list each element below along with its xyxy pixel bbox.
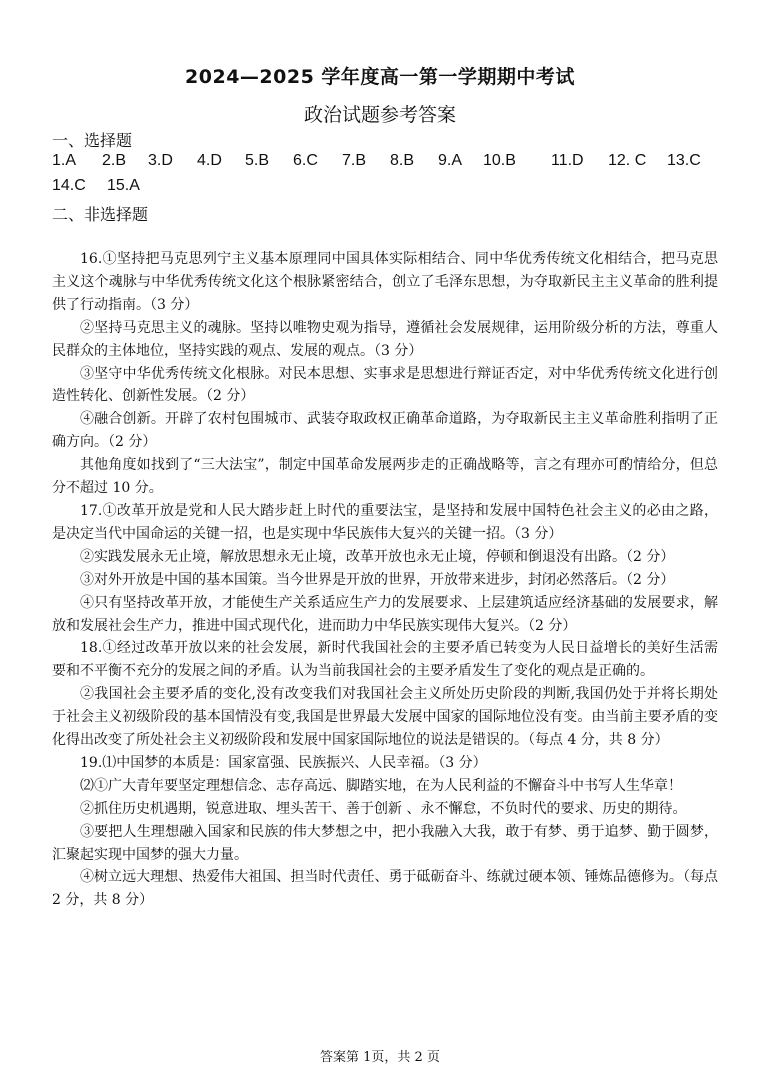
answer-paragraph: ④只有坚持改革开放，才能使生产关系适应生产力的发展要求、上层建筑适应经济基础的发展要求，解放和发展社会生产力，推进中国式现代化，进而助力中华民族实现伟大复兴。（2 分） <box>52 594 718 634</box>
exam-title: 2024—2025 学年度高一第一学期期中考试 <box>185 66 575 88</box>
exam-subtitle: 政治试题参考答案 <box>303 104 456 126</box>
answer-item: 6.C <box>293 152 318 169</box>
answer-paragraph: ⑵①广大青年要坚定理想信念、志存高远、脚踏实地，在为人民利益的不懈奋斗中书写人生华章！ <box>80 777 682 794</box>
answer-paragraph: ②实践发展永无止境，解放思想永无止境，改革开放也永无止境，停顿和倒退没有出路。（2 分） <box>80 548 675 565</box>
answer-item: 14.C <box>52 177 86 194</box>
answer-item: 3.D <box>148 152 173 169</box>
answer-item: 2.B <box>102 152 127 169</box>
answer-body <box>52 248 718 912</box>
answer-paragraph: ③要把人生理想融入国家和民族的伟大梦想之中，把小我融入大我，敢于有梦、勇于追梦、勤于圆梦，汇聚起实现中国梦的强大力量。 <box>52 823 718 863</box>
answer-item: 7.B <box>342 152 367 169</box>
page-footer: 答案第 1页，共 2 页 <box>320 1050 440 1065</box>
answer-paragraph: ③对外开放是中国的基本国策。当今世界是开放的世界，开放带来进步，封闭必然落后。（2 分） <box>80 571 675 588</box>
section-nonchoice-heading: 二、非选择题 <box>52 205 149 224</box>
answer-item: 11.D <box>551 152 584 169</box>
answer-paragraph: 16.①坚持把马克思列宁主义基本原理同中国具体实际相结合、同中华优秀传统文化相结合，把马克思主义这个魂脉与中华优秀传统文化这个根脉紧密结合，创立了毛泽东思想，为夺取新民主主义革命的胜利提供了行动指南。（3 分） <box>52 251 718 313</box>
answer-item: 10.B <box>483 152 516 169</box>
answer-paragraph: 18.①经过改革开放以来的社会发展，新时代我国社会的主要矛盾已转变为人民日益增长的美好生活需要和不平衡不充分的发展之间的矛盾。认为当前我国社会的主要矛盾发生了变化的观点是正确的。 <box>52 640 718 680</box>
section-choice-heading: 一、选择题 <box>52 131 133 150</box>
answer-item: 9.A <box>438 152 463 169</box>
answer-paragraph: ④树立远大理想、热爱伟大祖国、担当时代责任、勇于砥砺奋斗、练就过硬本领、锤炼品德修为。（每点 2 分，共 8 分） <box>52 869 718 909</box>
answer-paragraph: ④融合创新。开辟了农村包围城市、武装夺取政权正确革命道路，为夺取新民主主义革命胜利指明了正确方向。（2 分） <box>52 411 718 451</box>
answer-item: 12. C <box>608 152 647 169</box>
answer-paragraph: ②抓住历史机遇期，锐意进取、埋头苦干、善于创新 、永不懈怠，不负时代的要求、历史的期待。 <box>80 800 687 817</box>
answer-item: 15.A <box>107 177 140 194</box>
answer-paragraph: ②坚持马克思主义的魂脉。坚持以唯物史观为指导，遵循社会发展规律，运用阶级分析的方法，尊重人民群众的主体地位，坚持实践的观点、发展的观点。（3 分） <box>52 319 718 359</box>
answer-item: 5.B <box>245 152 270 169</box>
answer-item: 1.A <box>52 152 77 169</box>
answer-item: 4.D <box>197 152 222 169</box>
answer-paragraph: ②我国社会主要矛盾的变化,没有改变我们对我国社会主义所处历史阶段的判断,我国仍处于并将长期处于社会主义初级阶段的基本国情没有变,我国是世界最大发展中国家的国际地位没有变。由当前主要矛盾的变化得出改变了所处社会主义初级阶段和发展中国家国际地位的说法是错误的。（每点 4 分，共 8 分） <box>52 686 718 749</box>
answer-paragraph: 19.⑴中国梦的本质是：国家富强、民族振兴、人民幸福。（3 分） <box>80 754 487 771</box>
choice-answers-row-1 <box>52 152 701 170</box>
answer-paragraph: 其他角度如找到了“三大法宝”，制定中国革命发展两步走的正确战略等，言之有理亦可酌情给分，但总分不超过 10 分。 <box>52 457 718 497</box>
answer-paragraph: 17.①改革开放是党和人民大踏步赶上时代的重要法宝，是坚持和发展中国特色社会主义的必由之路，是决定当代中国命运的关键一招，也是实现中华民族伟大复兴的关键一招。（3 分） <box>52 502 718 542</box>
answer-item: 8.B <box>390 152 415 169</box>
choice-answers-row-2 <box>52 177 140 195</box>
answer-item: 13.C <box>667 152 701 169</box>
answer-paragraph: ③坚守中华优秀传统文化根脉。对民本思想、实事求是思想进行辩证否定，对中华优秀传统文化进行创造性转化、创新性发展。（2 分） <box>52 365 718 405</box>
